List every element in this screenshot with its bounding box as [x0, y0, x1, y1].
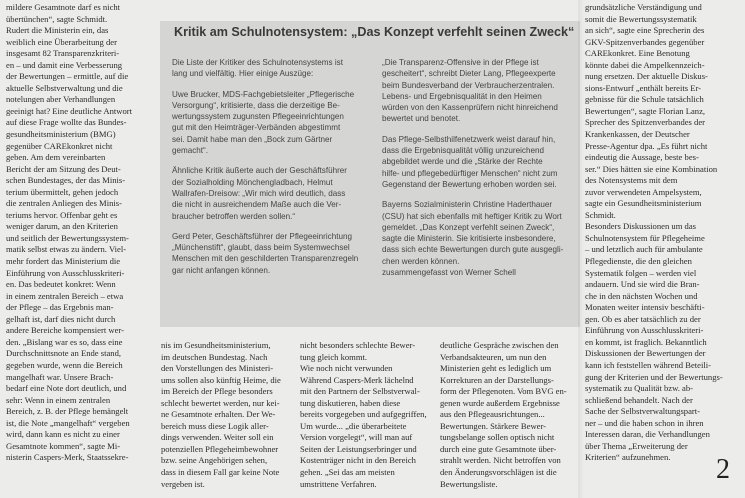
text-line: vergeben ist. [161, 478, 205, 489]
sidebar-text-line: würden von den Kassenprüfern nicht hinreichend [382, 103, 558, 113]
text-line: Wie noch nicht verwunden [300, 363, 393, 374]
sidebar-text-line: bewertet und benotet. [382, 114, 461, 124]
text-line: ner – und die haben schon in ihren [585, 417, 704, 428]
text-line: terium übermittelt, gehen jedoch [6, 186, 119, 197]
text-line: schlecht bewertet werden, nur kei- [161, 397, 280, 408]
text-line: übertünchen“, sagte Schmidt. [6, 13, 108, 24]
text-line: eindeutig die Aussage, beste bes- [585, 152, 699, 163]
text-line: durch eine gute Gesamtnote über- [440, 443, 557, 454]
text-line: bereich muss diese Logik aller- [161, 420, 269, 431]
article-column-bottom-2 [300, 340, 435, 496]
sidebar-text-line: Wallrafen-Dreisow: „Wir mich wird deutlich, dass [172, 188, 346, 198]
text-line: mit den Partnern der Selbstverwal- [300, 386, 420, 397]
text-line: an sich“, sagte eine Sprecherin des [585, 25, 705, 36]
text-line: zuvor verwendeten Ampelsystem, [585, 186, 702, 197]
sidebar-text-line: die nicht in ausreichendem Maße auch die Ver- [172, 200, 342, 210]
text-line: kann ich feststellen während Beteili- [585, 359, 711, 370]
article-column-left [6, 2, 156, 494]
sidebar-text-line: Versorgung“, kritisierte, dass die derzeitige Be- [172, 100, 340, 110]
text-line: Bewertungen. Stärkere Bewer- [440, 420, 547, 431]
sidebar-text-line: Gegenstand der Bewertung erhoben worden sei. [382, 179, 557, 189]
text-line: Bewertungsliste. [440, 478, 498, 489]
sidebar-text-line: beim Bundesverband der Verbraucherzentralen. [382, 80, 555, 90]
sidebar-text-line: sagte die Ministerin. Sie kritisierte insbesondere, [382, 234, 556, 244]
text-line: mangelhaft war. Unsere Brach- [6, 371, 114, 382]
text-line: in einem zentralen Bereich – etwa [6, 290, 124, 301]
text-line: tung diskutieren, haben diese [300, 397, 401, 408]
text-line: umstrittene Verfahren. [300, 478, 377, 489]
sidebar-text-line: „Die Transparenz-Offensive in der Pflege ist [382, 58, 539, 67]
text-line: Um wurde... „die überarbeitete [300, 420, 407, 431]
page-fold-shadow [578, 0, 584, 498]
sidebar-text-line: gut mit den Heimträger-Verbänden abgestimmt [172, 123, 341, 133]
text-line: strahlt werden. Nicht betroffen von [440, 455, 561, 466]
text-line: somit die Bewertungssystematik [585, 13, 697, 24]
text-line: weniger darum, an den Kriterien [6, 221, 118, 232]
text-line: Schmidt. [585, 209, 616, 220]
text-line: en – und damit eine Verbesserung [6, 59, 123, 70]
text-line: nicht besonders schlechte Bewer- [300, 340, 416, 350]
text-line: nisterin Caspers-Merk, Staatssekre- [6, 452, 129, 463]
text-line: ser.“ Dies hätten sie eine Kombination [585, 163, 718, 174]
text-line: nung ersetzen. Der aktuelle Diskus- [585, 71, 708, 82]
text-line: schließend behandelt. Nach der [585, 394, 693, 405]
sidebar-text-line: Ähnliche Kritik äußerte auch der Geschäftsführer [172, 166, 347, 176]
sidebar-text-line: Menschen mit den geschilderten Transparenzregeln [172, 254, 359, 264]
text-line: mehr fordert das Ministerium die [6, 256, 121, 267]
text-line: den. „Bislang war es so, dass eine [6, 336, 123, 347]
sidebar-text-line: Die Liste der Kritiker des Schulnotensystems ist [172, 58, 343, 67]
text-line: Schulnotensystem für Pflegeheime [585, 232, 705, 243]
sidebar-text-line: Lebens- und Ergebnisqualität in den Heimen [382, 91, 542, 101]
text-line: dings verwenden. Weiter soll ein [161, 432, 274, 443]
text-line: ne Gesamtnote erhalten. Der We- [161, 409, 276, 420]
text-line: Pflegedienste, die den gleichen [585, 256, 692, 267]
text-line: mildere Gesamtnote darf es nicht [6, 2, 121, 12]
text-line: nis im Gesundheitsministerium, [161, 340, 271, 350]
text-line: Kriterien“ aufzunehmen. [585, 452, 671, 463]
text-line: CAREkonkret. Eine Benotung [585, 48, 690, 59]
text-line: tungsbelange sollen optisch nicht [440, 432, 555, 443]
text-line: den Änderungsvorschlägen ist die [440, 467, 557, 478]
text-line: Korrekturen an der Darstellungs- [440, 374, 554, 385]
sidebar-text-line: dass die Ergebnisqualität völlig unzureichend [382, 146, 544, 156]
text-line: – und letztlich auch für ambulante [585, 244, 703, 255]
text-line: gelhaft ist, darf dies nicht durch [6, 313, 116, 324]
sidebar-text-line: hilfe- und pflegebedürftiger Menschen“ nicht zum [382, 168, 558, 178]
text-line: gesundheitsministerium (BMG) [6, 129, 116, 140]
text-line: sions-Entwurf „enthält bereits Er- [585, 82, 702, 93]
text-line: matik selbst etwas zu ändern. Viel- [6, 244, 127, 255]
text-line: gung der Kriterien und der Bewertungs- [585, 371, 723, 382]
text-line: Krankenkassen, der Deutscher [585, 129, 690, 140]
text-line: andauern. Und sie wird die Bran- [585, 279, 700, 290]
paragraph-gap [382, 125, 576, 134]
text-line: auf diese Frage wollte das Bundes- [6, 117, 127, 128]
text-line: Durchschnittsnote an Ende stand, [6, 348, 122, 359]
text-line: Einführung von Ausschlusskriteri- [585, 325, 704, 336]
text-line: die zentralen Anliegen des Minis- [6, 198, 122, 209]
text-line: geeinigt hat? Eine deutliche Antwort [6, 105, 133, 116]
text-line: ums sollen also künftig Heime, die [161, 374, 281, 385]
sidebar-text-line: gar nicht anfangen können. [172, 265, 271, 275]
text-line: bereits vorgegeben und aufgegriffen, [300, 409, 427, 420]
text-line: tung gleich kommt. [300, 351, 368, 362]
text-line: Kostenträger nicht in den Bereich [300, 455, 416, 466]
text-line: den Vorstellungen des Ministeri- [161, 363, 274, 374]
text-line: weiblich eine Überarbeitung der [6, 36, 117, 47]
text-line: Einführung von Ausschlusskriteri- [6, 267, 125, 278]
sidebar-text-line: chen werden können. [382, 256, 460, 266]
text-line: und seitlich der Bewertungssystem- [6, 232, 129, 243]
text-line: Verbandsakteuren, um nun den [440, 351, 547, 362]
sidebar-text-line: der Sozialholding Mönchengladbach, Helmut [172, 177, 333, 187]
sidebar-text-line: abgebildet werde und die „Stärke der Rechte [382, 157, 543, 167]
text-line: Rudert die Ministerin ein, das [6, 25, 109, 36]
text-line: Systematik folgen – werden viel [585, 267, 697, 278]
sidebar-text-line: lang und vielfältig. Hier einige Auszüge: [172, 69, 314, 79]
text-line: Besonders Diskussionen um das [585, 221, 696, 232]
text-line: über Thema „Erweiterung der [585, 440, 688, 451]
paragraph-gap [172, 156, 370, 165]
text-line: Bereich, z. B. der Pflege bemängelt [6, 406, 129, 417]
text-line: gehen. „Sei das am meisten [300, 467, 395, 478]
text-line: Während Caspers-Merk lächelnd [300, 374, 414, 385]
text-line: im Bereich der Pflege besonders [161, 386, 273, 397]
text-line: bedarf eine Note dort deutlich, und [6, 383, 127, 394]
text-line: Ministerien geht es lediglich um [440, 363, 552, 374]
text-line: genen wurde außerdem Ergebnisse [440, 397, 560, 408]
sidebar-text-line: „Münchenstift“, glaubt, dass beim Systemwechsel [172, 243, 350, 253]
text-line: aus den Pflegeausrichtungen... [440, 409, 545, 420]
text-line: Monaten weiter intensiv beschäfti- [585, 302, 705, 313]
text-line: grundsätzliche Verständigung und [585, 2, 702, 12]
text-line: notelungen aber Verhandlungen [6, 94, 116, 105]
text-line: im deutschen Bundestag. Nach [161, 351, 268, 362]
text-line: ist, die Note „mangelhaft“ vergeben [6, 417, 130, 428]
sidebar-box-title: Kritik am Schulnotensystem: „Das Konzept verfehlt seinen Zweck“ [174, 25, 575, 39]
text-line: dass in diesem Fall gar keine Note [161, 467, 280, 478]
text-line: systematik zu Qualität bzw. ab- [585, 383, 694, 394]
sidebar-text-line: dass sich echte Bewertungen durch gute ausgegli- [382, 245, 564, 255]
text-line: en. Das bedeutet konkret: Wenn [6, 279, 116, 290]
text-line: sagte ein Gesundheitsministerium [585, 198, 702, 209]
text-line: Interessen daran, die Verhandlungen [585, 429, 710, 440]
text-line: gen. Ob es aber tatsächlich zu der [585, 313, 701, 324]
text-line: gebnisse für die Schule tatsächlich [585, 94, 704, 105]
text-line: Gesamtnote kommen“, sagte Mi- [6, 440, 121, 451]
text-line: en kommt, ist fraglich. Bekanntlich [585, 336, 707, 347]
paragraph-gap [382, 190, 576, 199]
sidebar-text-line: wertungssystem zugunsten Pflegeeinrichtungen [172, 112, 344, 122]
text-line: sehr: Wenn in einem zentralen [6, 394, 111, 405]
sidebar-text-line: Gerd Peter, Geschäftsführer der Pflegeeinrichtung [172, 231, 352, 241]
text-line: teriums hervor. Offenbar geht es [6, 209, 118, 220]
sidebar-text-line: gemacht“. [172, 146, 208, 156]
text-line: gegeben wurde, wenn die Bereich [6, 359, 123, 370]
sidebar-box-left-column [172, 57, 370, 325]
article-column-bottom-3 [440, 340, 578, 496]
sidebar-text-line: Uwe Brucker, MDS-Fachgebietsleiter „Pflegerische [172, 89, 355, 99]
text-line: Sprecher des Spitzenverbandes der [585, 117, 706, 128]
text-line: GKV-Spitzenverbandes gegenüber [585, 36, 705, 47]
sidebar-text-line: (CSU) hat sich ebenfalls mit heftiger Kritik zu Wort [382, 211, 562, 221]
text-line: geben. Am dem vereinbarten [6, 152, 106, 163]
text-line: des Notensystems mit dem [585, 175, 678, 186]
sidebar-box-right-column [382, 57, 576, 325]
paragraph-gap [172, 222, 370, 231]
article-column-bottom-1 [161, 340, 295, 496]
paragraph-gap [172, 80, 370, 89]
text-line: andere Bereiche kompensiert wer- [6, 325, 124, 336]
text-line: Bewertungen“, sagte Florian Lanz, [585, 105, 706, 116]
text-line: schen Bundestages, der das Minis- [6, 175, 126, 186]
sidebar-text-line: sei. Damit habe man den „Bock zum Gärtner [172, 134, 333, 144]
text-line: Version vorgelegt“, will man auf [300, 432, 413, 443]
text-line: che in den nächsten Wochen und [585, 290, 698, 301]
sidebar-text-line: zusammengefasst von Werner Schell [382, 268, 516, 278]
text-line: aktuelle Selbstverwaltung und die [6, 82, 123, 93]
sidebar-text-line: gescheitert“, schreibt Dieter Lang, Pflegeexperte [382, 69, 556, 79]
text-line: der Bewertungen – ermittle, auf die [6, 71, 129, 82]
text-line: deutliche Gespräche zwischen den [440, 340, 559, 350]
text-line: Presse-Agentur dpa. „Es führt nicht [585, 140, 708, 151]
text-line: Seiten der Leistungserbringer und [300, 443, 417, 454]
text-line: bzw. seine Angehörigen sehen, [161, 455, 268, 466]
text-line: gegenüber CAREkonkret nicht [6, 140, 113, 151]
text-line: potenziellen Pflegeheimbewohner [161, 443, 279, 454]
text-line: Diskussionen der Bewertungen der [585, 348, 706, 359]
text-line: könnte dabei die Ampelkennzeich- [585, 59, 705, 70]
text-line: Sache der Selbstverwaltungspart- [585, 406, 701, 417]
article-column-right [585, 2, 737, 463]
text-line: Bericht der am Sitzung des Deut- [6, 163, 121, 174]
sidebar-text-line: Bayerns Sozialministerin Christine Haderthauer [382, 200, 553, 210]
sidebar-text-line: gemeldet. „Das Konzept verfehlt seinen Zweck“, [382, 222, 555, 232]
text-line: form der Pflegenoten. Vom BVG en- [440, 386, 567, 397]
text-line: insgesamt 82 Transparenzkriteri- [6, 48, 120, 59]
sidebar-text-line: braucher betroffen werden sollen.“ [172, 211, 296, 221]
page-number: 2 [716, 454, 730, 485]
text-line: wird, dann kann es nicht zu einer [6, 429, 120, 440]
text-line: der Pflege – das Ergebnis man- [6, 302, 114, 313]
sidebar-text-line: Das Pflege-Selbsthilfenetzwerk weist darauf hin, [382, 134, 556, 144]
